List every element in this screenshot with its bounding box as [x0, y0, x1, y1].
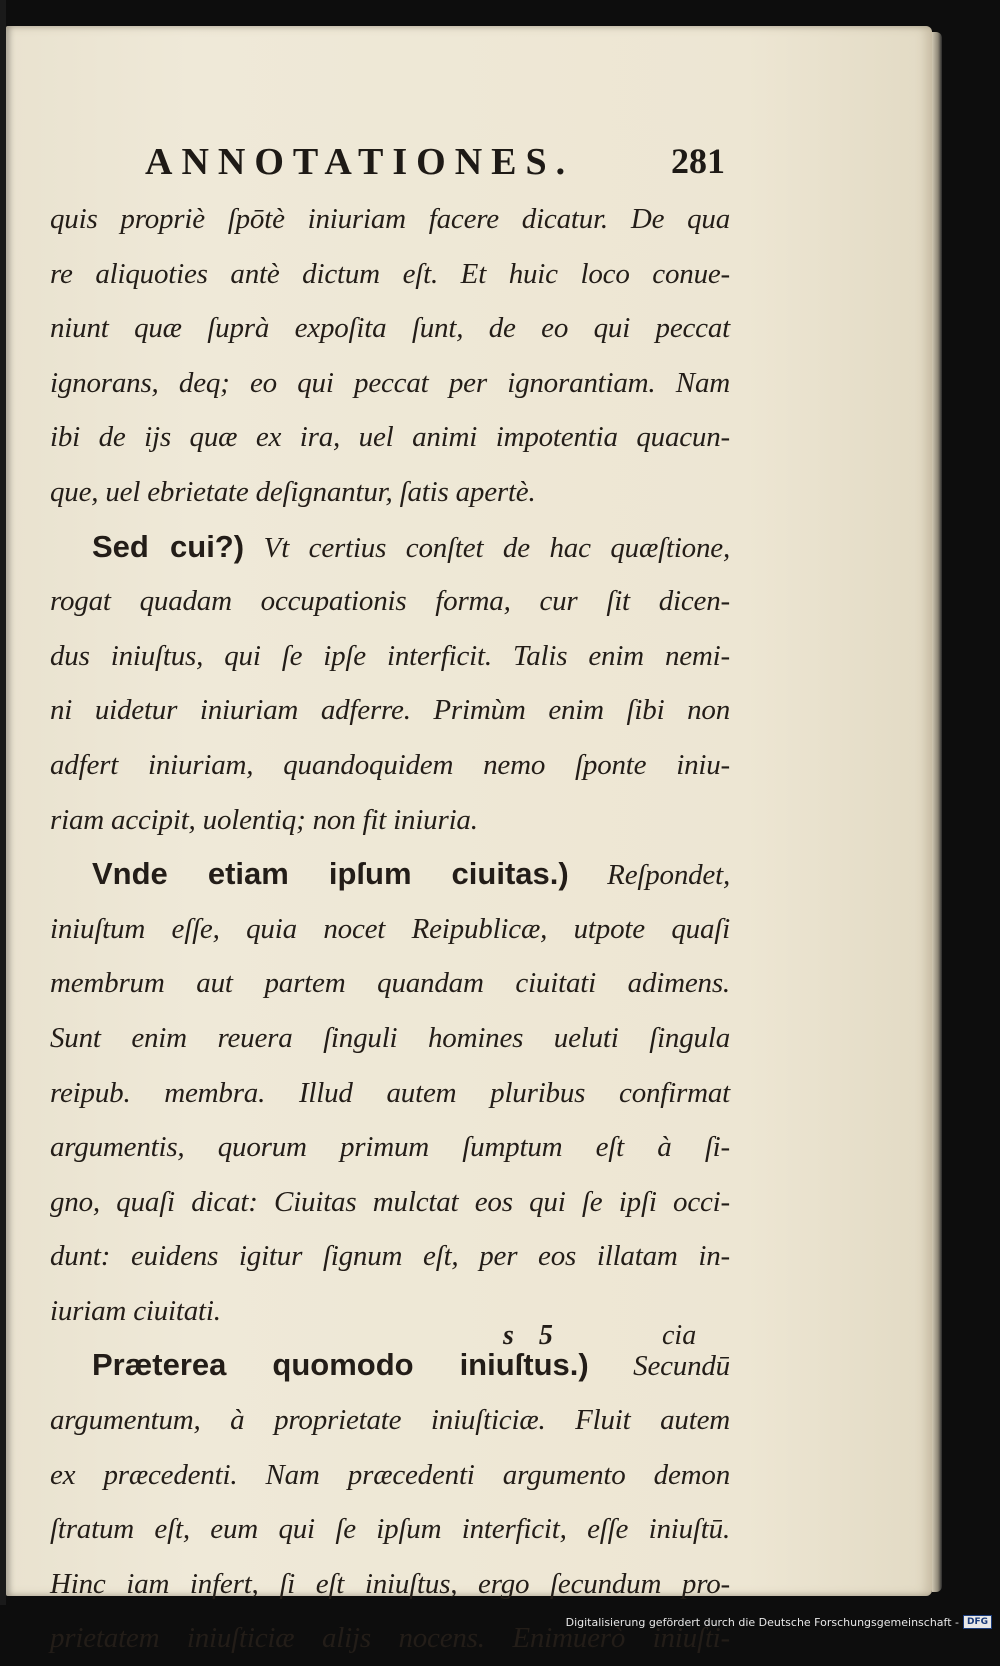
- line-text: ex præcedenti. Nam præcedenti argumento demon: [50, 1458, 730, 1491]
- text-line: [50, 847, 730, 902]
- text-line: [50, 1066, 730, 1121]
- text-line: [50, 738, 730, 793]
- text-line: [50, 1284, 730, 1339]
- text-line: [50, 683, 730, 738]
- text-line: [50, 410, 730, 465]
- line-text: ni uidetur iniuriam adferre. Primùm enim ſibi non: [50, 694, 730, 727]
- line-text: niunt quæ ſuprà expoſita ſunt, de eo qui peccat: [50, 312, 730, 345]
- body-text: [50, 192, 730, 1666]
- text-line: [50, 356, 730, 411]
- text-line: [50, 902, 730, 957]
- text-line: [50, 629, 730, 684]
- line-text: dus iniuſtus, qui ſe ipſe interficit. Talis enim nemi-: [50, 639, 730, 672]
- text-line: [50, 192, 730, 247]
- line-text: iuriam ciuitati.: [50, 1294, 221, 1327]
- line-text: Vt certius conſtet de hac quæſtione,: [244, 531, 731, 564]
- line-text: rogat quadam occupationis forma, cur ſit dicen-: [50, 585, 730, 618]
- text-line: [50, 956, 730, 1011]
- text-line: [50, 1120, 730, 1175]
- page-number: 281: [671, 141, 725, 181]
- lemma-heading: Vnde etiam ipſum ciuitas.): [92, 856, 569, 892]
- page-header: [145, 140, 725, 186]
- text-line: [50, 1229, 730, 1284]
- line-text: Sunt enim reuera ſinguli homines ueluti ſingula: [50, 1021, 730, 1054]
- lemma-heading: Sed cui?): [92, 528, 245, 564]
- lemma-heading: Præterea quomodo iniuſtus.): [92, 1347, 589, 1383]
- text-line: [50, 793, 730, 848]
- line-text: argumentis, quorum primum ſumptum eſt à ſi-: [50, 1131, 730, 1164]
- dfg-logo: DFG: [963, 1615, 992, 1629]
- text-line: [50, 1557, 730, 1612]
- line-text: ibi de ijs quæ ex ira, uel animi impotentia quacun-: [50, 421, 730, 454]
- line-text: que, uel ebrietate deſignantur, ſatis apertè.: [50, 475, 536, 508]
- page-edge: [932, 32, 942, 1592]
- text-line: [50, 301, 730, 356]
- line-text: re aliquoties antè dictum eſt. Et huic loco conue-: [50, 257, 730, 290]
- line-text: riam accipit, uolentiq; non fit iniuria.: [50, 803, 478, 836]
- text-line: [50, 1338, 730, 1393]
- text-line: [50, 520, 730, 575]
- digitization-footer: [566, 1615, 992, 1629]
- text-line: [50, 1502, 730, 1557]
- text-line: [50, 1011, 730, 1066]
- text-line: [50, 1175, 730, 1230]
- line-text: argumentum, à proprietate iniuſticiæ. Fluit autem: [50, 1404, 730, 1437]
- text-line: [50, 1393, 730, 1448]
- line-text: ſtratum eſt, eum qui ſe ipſum interficit, eſſe iniuſtū.: [50, 1513, 730, 1546]
- line-text: Hinc iam infert, ſi eſt iniuſtus, ergo ſecundum pro-: [50, 1567, 730, 1600]
- line-text: Reſpondet,: [568, 859, 731, 892]
- line-text: gno, quaſi dicat: Ciuitas mulctat eos qui ſe ipſi occi-: [50, 1185, 730, 1218]
- line-text: prietatem iniuſticiæ alijs nocens. Enimuerò iniuſti-: [50, 1622, 730, 1655]
- text-line: [50, 465, 730, 520]
- catchword: cia: [662, 1320, 697, 1351]
- line-text: dunt: euidens igitur ſignum eſt, per eos illatam in-: [50, 1240, 730, 1273]
- running-title: ANNOTATIONES.: [145, 141, 575, 183]
- line-text: adfert iniuriam, quandoquidem nemo ſponte iniu-: [50, 748, 730, 781]
- line-text: quis propriè ſpōtè iniuriam facere dicatur. De qua: [50, 203, 730, 235]
- funding-credit: Digitalisierung gefördert durch die Deutsche Forschungsgemeinschaft -: [565, 1615, 959, 1629]
- line-text: reipub. membra. Illud autem pluribus confirmat: [50, 1076, 730, 1109]
- line-text: Secundū: [588, 1350, 730, 1383]
- text-line: [50, 247, 730, 302]
- line-text: ignorans, deq; eo qui peccat per ignorantiam. Nam: [50, 366, 730, 399]
- text-line: [50, 1448, 730, 1503]
- line-text: membrum aut partem quandam ciuitati adimens.: [50, 967, 730, 1000]
- signature-mark: s 5: [503, 1320, 553, 1351]
- text-line: [50, 574, 730, 629]
- line-text: iniuſtum eſſe, quia nocet Reipublicæ, utpote quaſi: [50, 912, 730, 945]
